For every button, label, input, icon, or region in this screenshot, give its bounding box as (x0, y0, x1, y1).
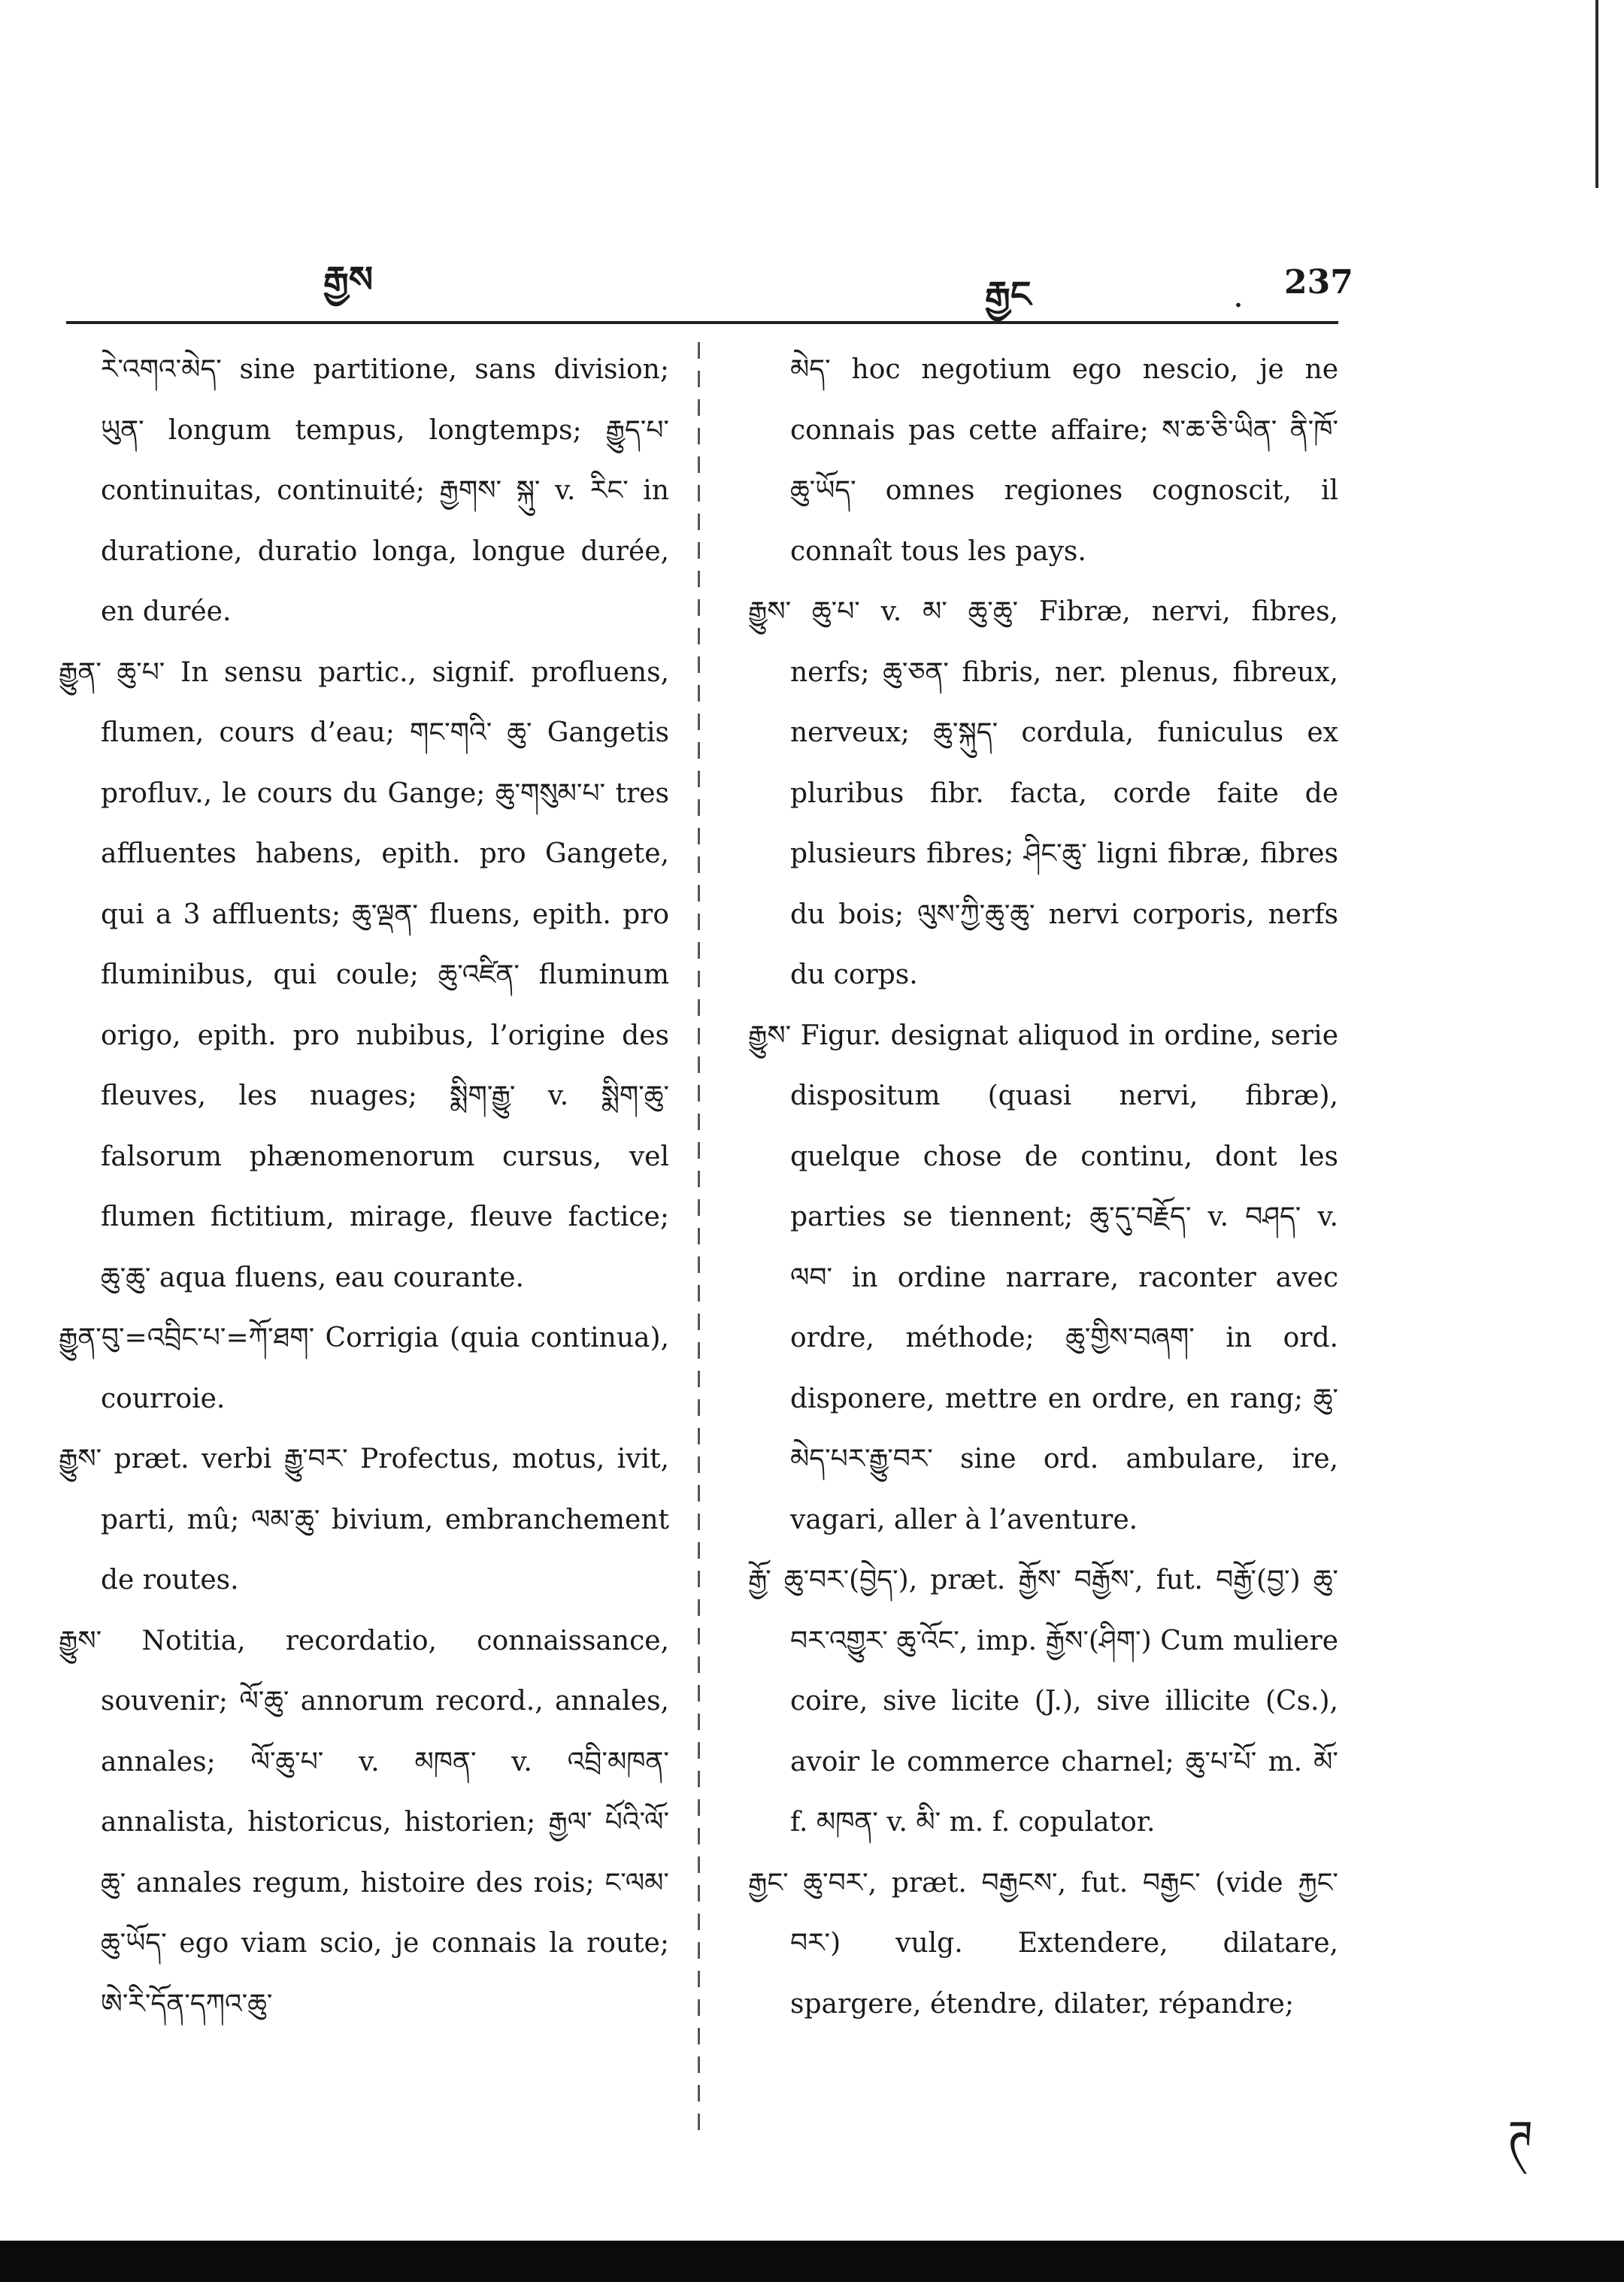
left-running-head: རྒྱས (323, 259, 374, 301)
dictionary-entry: རྒྱུས་ præt. verbi རྒྱུ་བར་ Profectus, motus, ivit, parti, mû; ལམ་ཆུ་ bivium, embranchement de routes. (59, 1444, 669, 1596)
dictionary-entry: རྒྱུན་ ཆུ་པ་ In sensu partic., signif. profluens, flumen, cours d’eau; གང་གའི་ ཆུ་ Gangetis profluv., le cours du Gange; ཆུ་གསུམ་པ་ tres affluentes habens, epith. pro Gangete, qui a 3 affluents; ཆུ་ལྡན་ fluens, epith. pro fluminibus, qui coule; ཆུ་འཛིན་ fluminum origo, epith. pro nubibus, l’origine des fleuves, les nuages; སྨིག་རྒྱུ་ v. སྨིག་ཆུ་ falsorum phænomenorum cursus, vel flumen fictitium, mirage, fleuve factice; ཆུ་ཆུ་ aqua fluens, eau courante. (59, 656, 669, 1293)
dictionary-entry: རྒྱུས་ Notitia, recordatio, connaissance, souvenir; ལོ་ཆུ་ annorum record., annales, annales; ལོ་ཆུ་པ་ v. མཁན་ v. འབྲི་མཁན་ annalista, historicus, historien; རྒྱལ་ པོའི་ལོ་ཆུ་ annales regum, histoire des rois; ང་ལམ་ཆུ་ཡོད་ ego viam scio, je connais la route; ཨེ་རི་དོན་དཀའ་ཆུ་ (59, 1625, 669, 2020)
header-rule (66, 321, 1338, 324)
left-column (59, 340, 669, 2035)
margin-signature-mark: ཊ (1507, 2111, 1534, 2164)
dictionary-entry: རྒྱུས་ ཆུ་པ་ v. མ་ ཆུ་ཆུ་ Fibræ, nervi, fibres, nerfs; ཆུ་ཅན་ fibris, ner. plenus, fibreux, nerveux; ཆུ་སྐུད་ cordula, funiculus ex pluribus fibr. facta, corde faite de plusieurs fibres; ཤིང་ཆུ་ ligni fibræ, fibres du bois; ལུས་ཀྱི་ཆུ་ཆུ་ nervi corporis, nerfs du corps. (748, 596, 1338, 990)
scan-bottom-border (0, 2241, 1624, 2282)
right-edge-rule (1595, 0, 1598, 188)
dictionary-entry: རེ་འགའ་མེད་ sine partitione, sans division; ཡུན་ longum tempus, longtemps; རྒྱུད་པ་ continuitas, continuité; རྒྱགས་ སྐུ་ v. རིང་ in duratione, duratio longa, longue durée, en durée. (101, 354, 669, 627)
dictionary-entry: རྒྱུས་ Figur. designat aliquod in ordine, serie dispositum (quasi nervi, fibræ), quelque chose de continu, dont les parties se tiennent; ཆུ་དུ་བརྗོད་ v. བཤད་ v. ལབ་ in ordine narrare, raconter avec ordre, méthode; ཆུ་གྱིས་བཞག་ in ord. disponere, mettre en ordre, en rang; ཆུ་མེད་པར་རྒྱུ་བར་ sine ord. ambulare, ire, vagari, aller à l’aventure. (748, 1020, 1338, 1535)
right-running-head: རྒྱང (985, 274, 1032, 316)
dictionary-entry: རྒྱང་ ཆུ་བར་, præt. བརྒྱངས་, fut. བརྒྱང་ (vide རྐྱང་བར་) vulg. Extendere, dilatare, spargere, étendre, dilater, répandre; (748, 1867, 1338, 2020)
dictionary-entry: རྒྱུན་བུ་=འབྲིང་པ་=ཀོ་ཐག་ Corrigia (quia continua), courroie. (59, 1323, 669, 1414)
dictionary-entry: མེད་ hoc negotium ego nescio, je ne connais pas cette affaire; ས་ཆ་ཅི་ཡིན་ ནི་ཁོ་ཆུ་ཡོད་ omnes regiones cognoscit, il connaît tous les pays. (790, 354, 1338, 567)
header-dot: . (1233, 277, 1244, 315)
column-divider (698, 342, 700, 2139)
right-column (748, 340, 1338, 2035)
dictionary-entry: རྒྱོ་ ཆུ་བར་(བྱེད་), præt. རྒྱོས་ བརྒྱོས་, fut. བརྒྱོ་(བྱ་) ཆུ་བར་འགྱུར་ ཆུ་འོང་, imp. རྒྱོས་(ཤིག་) Cum muliere coire, sive licite (J.), sive illicite (Cs.), avoir le commerce charnel; ཆུ་པ་པོ་ m. མོ་ f. མཁན་ v. མི་ m. f. copulator. (748, 1565, 1338, 1838)
page-number: 237 (1284, 263, 1353, 302)
